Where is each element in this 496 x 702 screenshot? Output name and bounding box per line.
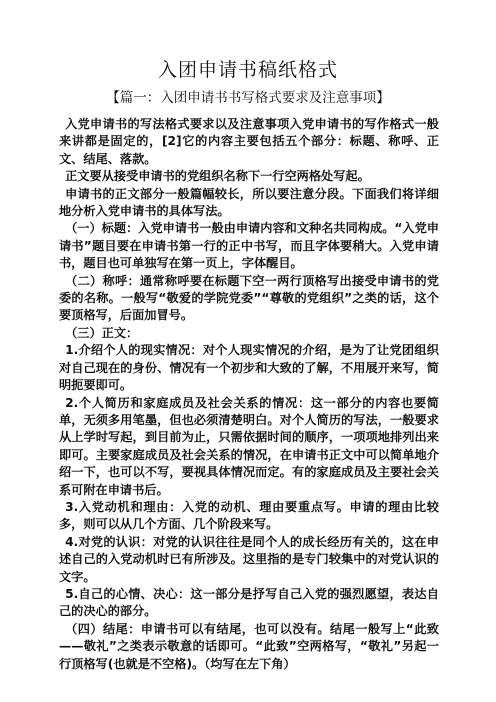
paragraph-item-2: 2.个人简历和家庭成员及社会关系的情况：这一部分的内容也要简单，无须多用笔墨，但也必须清楚明白。对个人简历的写法，一般要求从上学时写起，到目前为止，只需依据时间的顺序，一项项地排列出来即可。主要家庭成员及社会关系的情况，在申请书正文中可以简单地介绍一下，也可以不写，要视具体情况而定。有的家庭成员及主要社会关系可附在申请书后。 (59, 395, 439, 497)
paragraph-item-3: 3.入党动机和理由：入党的动机、理由要重点写。申请的理由比较多，则可以从几个方面、几个阶段来写。 (59, 499, 439, 532)
paragraph-item-5: 5.自己的心情、决心：这一部分是抒写自己入党的强烈愿望，表达自己的决心的部分。 (59, 586, 439, 619)
section-heading: 【篇一：入团申请书书写格式要求及注意事项】 (106, 90, 390, 106)
paragraph-intro: 入党申请书的写法格式要求以及注意事项入党申请书的写作格式一般来讲都是固定的，[2]它的内容主要包括五个部分：标题、称呼、正文、结尾、落款。 (59, 117, 439, 166)
paragraph-body-note: 申请书的正文部分一般篇幅较长，所以要注意分段。下面我们将详细地分析入党申请书的具体写法。 (59, 186, 439, 219)
paragraph-title-rule: （一）标题：入党申请书一般由申请内容和文种名共同构成。“入党申请书”题目要在申请书第一行的正中书写，而且字体要稍大。入党申请书，题目也可单独写在第一页上，字体醒目。 (59, 221, 439, 271)
paragraph-item-1: 1.介绍个人的现实情况：对个人现实情况的介绍，是为了让党团组织对自己现在的身份、情况有一个初步和大致的了解，不用展开来写，简明扼要即可。 (59, 343, 439, 393)
document-title: 入团申请书稿纸格式 (157, 59, 338, 81)
paragraph-main-text-heading: （三）正文： (65, 325, 139, 340)
paragraph-ending-rule: （四）结尾：申请书可以有结尾，也可以没有。结尾一般写上“此致——敬礼”之类表示敬意的话即可。“此致”空两格写，“敬礼”另起一行顶格写(也就是不空格)。（均写在左下角） (59, 621, 439, 671)
paragraph-item-4: 4.对党的认识：对党的认识往往是同个人的成长经历有关的，这在申述自己的入党动机时已有所涉及。这里指的是专门较集中的对党认识的文字。 (59, 534, 439, 584)
document-body (59, 116, 439, 673)
paragraph-start-position: 正文要从接受申请书的党组织名称下一行空两格处写起。 (65, 169, 370, 184)
paragraph-salutation-rule: （二）称呼：通常称呼要在标题下空一两行顶格写出接受申请书的党委的名称。一般写“敬爱的学院党委”“尊敬的党组织”之类的话，这个要顶格写，后面加冒号。 (59, 273, 439, 323)
